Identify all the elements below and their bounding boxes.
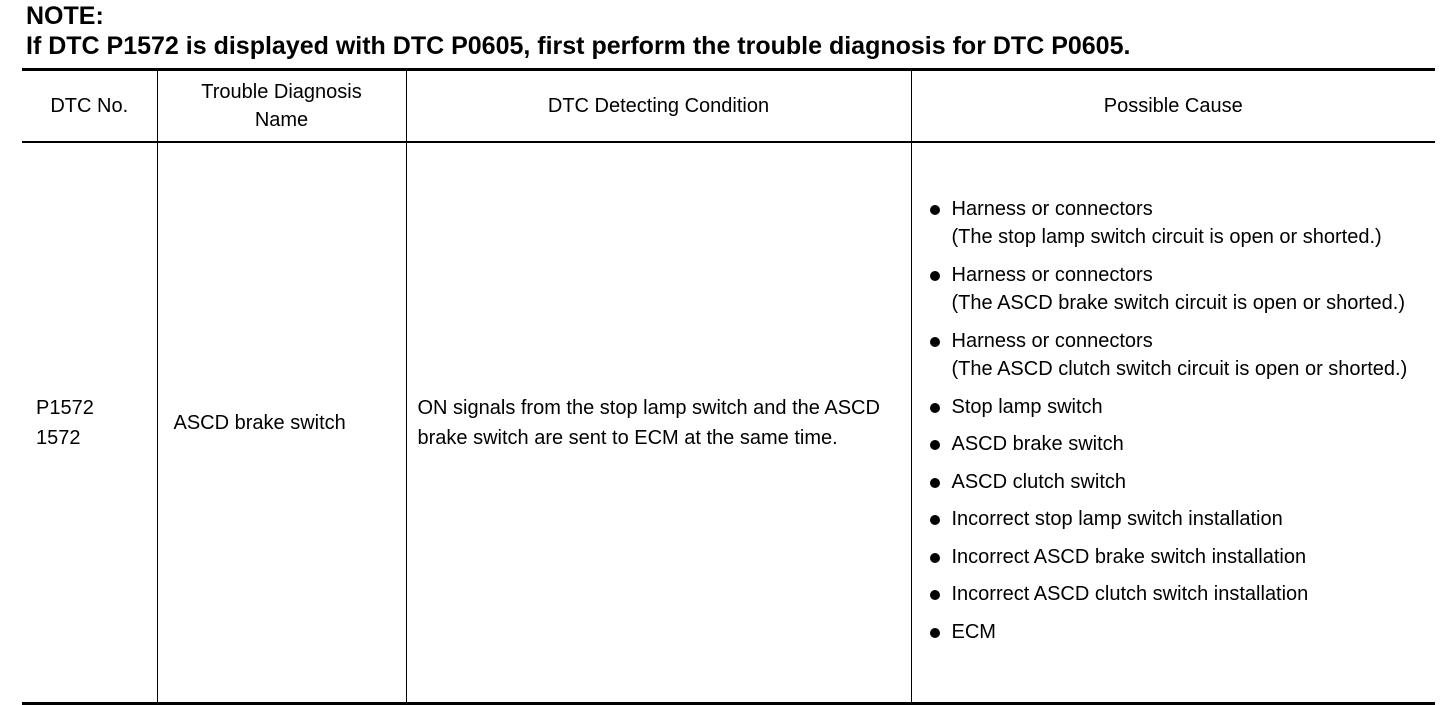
cause-text: Harness or connectors <box>951 263 1153 286</box>
list-item <box>928 618 1435 647</box>
cause-text: ASCD brake switch <box>951 433 1124 456</box>
cause-detail: (The stop lamp switch circuit is open or shorted.) <box>951 226 1382 249</box>
cause-text: Stop lamp switch <box>951 395 1103 418</box>
possible-cause-cell <box>911 142 1435 704</box>
table-header-row <box>22 70 1435 143</box>
list-item <box>928 393 1435 422</box>
dtc-code-line2: 1572 <box>36 426 81 449</box>
dtc-code-line1: P1572 <box>36 396 94 419</box>
table-row <box>22 142 1435 704</box>
dtc-code-cell <box>22 142 157 704</box>
cause-text: Incorrect stop lamp switch installation <box>951 508 1283 531</box>
cause-detail: (The ASCD brake switch circuit is open or shorted.) <box>951 292 1406 315</box>
list-item <box>928 580 1435 609</box>
header-detecting-condition: DTC Detecting Condition <box>406 70 911 143</box>
cause-text: Incorrect ASCD clutch switch installation <box>951 583 1309 606</box>
dtc-table <box>22 68 1435 705</box>
header-dtc-no: DTC No. <box>22 70 157 143</box>
list-item <box>928 261 1435 318</box>
possible-cause-list <box>928 195 1435 647</box>
note-title: NOTE: <box>26 2 104 30</box>
detecting-condition-cell: ON signals from the stop lamp switch and the ASCD brake switch are sent to ECM at the same time. <box>406 142 911 704</box>
cause-text: ASCD clutch switch <box>951 470 1126 493</box>
cause-text: Harness or connectors <box>951 197 1153 220</box>
cause-text: ECM <box>951 620 996 643</box>
diagnosis-name-cell: ASCD brake switch <box>157 142 406 704</box>
header-trouble-diagnosis-name <box>157 70 406 143</box>
list-item <box>928 505 1435 534</box>
list-item <box>928 543 1435 572</box>
cause-detail: (The ASCD clutch switch circuit is open or shorted.) <box>951 358 1408 381</box>
header-name-line1: Trouble Diagnosis <box>201 81 362 103</box>
list-item <box>928 195 1435 252</box>
note-block <box>26 0 1130 61</box>
list-item <box>928 327 1435 384</box>
list-item <box>928 468 1435 497</box>
cause-text: Harness or connectors <box>951 329 1153 352</box>
header-possible-cause: Possible Cause <box>911 70 1435 143</box>
list-item <box>928 430 1435 459</box>
cause-text: Incorrect ASCD brake switch installation <box>951 545 1307 568</box>
header-name-line2: Name <box>254 109 309 131</box>
note-text: If DTC P1572 is displayed with DTC P0605, first perform the trouble diagnosis for DTC P0605. <box>26 32 1131 60</box>
